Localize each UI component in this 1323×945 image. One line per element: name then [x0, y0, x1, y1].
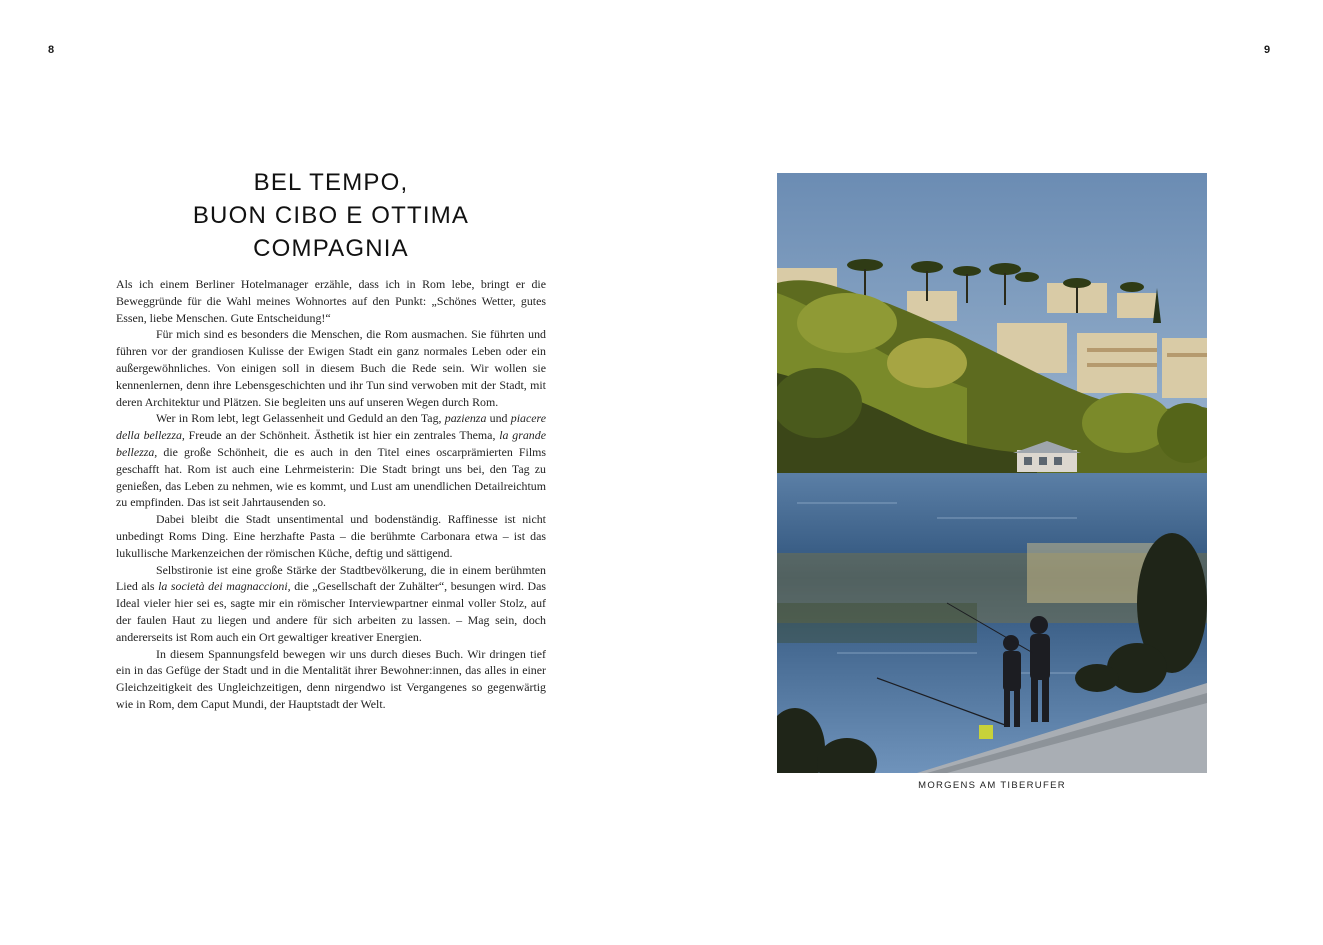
paragraph-5 — [116, 562, 546, 646]
photo-caption: MORGENS AM TIBERUFER — [918, 780, 1066, 791]
paragraph-6: In diesem Spannungsfeld bewegen wir uns durch dieses Buch. Wir dringen tief ein in das Gefüge der Stadt und in die Mentalität ihrer Bewohner:innen, das alles in einer Gleichzeitigkeit des Ungleichzeitigen, denn nirgendwo ist Vergangenes so gegenwärtig wie in Rom, dem Caput Mundi, der Hauptstadt der Welt. — [116, 646, 546, 711]
italic-grande-bellezza: la grande bellezza, — [116, 428, 546, 459]
chapter-title-line-3: COMPAGNIA — [253, 235, 409, 262]
tiber-riverbank-illustration — [777, 173, 1207, 773]
paragraph-2: Für mich sind es besonders die Menschen, die Rom ausmachen. Sie führten und führen vor der grandiosen Kulisse der Ewigen Stadt ein ganz normales Leben oder ein außergewöhnliches. Von einigen soll in diesem Buch die Rede sein. Wir wollen sie kennenlernen, denn ihre Lebensgeschichten und ihr Tun sind verwoben mit der Stadt, mit deren Architektur und Plätzen. Sie begleiten uns auf unseren Wegen durch Rom. — [116, 327, 546, 409]
paragraph-3-text-b: und — [489, 411, 508, 426]
chapter-title — [116, 166, 546, 265]
paragraph-3 — [116, 410, 546, 511]
paragraph-3-text-d: die große Schönheit, die es auch in den Titel eines oscarprämierten Films geschafft hat. Rom ist auch eine Lehrmeisterin: Die Stadt bringt uns bei, den Tag zu genießen, das Leben zu nehmen, wie es kommt, und Lust am unendlichen Detailreichtum zu empfinden. Das ist seit Jahrtausenden so. — [116, 444, 546, 510]
paragraph-1: Als ich einem Berliner Hotelmanager erzähle, dass ich in Rom lebe, bringt er die Beweggründe für die Wahl meines Wohnortes auf den Punkt: „Schönes Wetter, gutes Essen, liebe Menschen. Gute Entscheidung!“ — [116, 277, 546, 325]
paragraph-3-text-c: Freude an der Schönheit. Ästhetik ist hier ein zentrales Thema, — [188, 428, 496, 443]
page-number-right: 9 — [1264, 44, 1271, 56]
italic-piacere: piacere della bellezza, — [116, 411, 546, 443]
paragraph-5-text-b: die „Gesellschaft der Zuhälter“, besungen wird. Das Ideal vieler hier sei es, sagte mir ein römischer Interviewpartner einmal voller Stolz, auf der faulen Haut zu liegen und andere für sich arbeiten zu lassen. – Mag sein, doch andererseits ist Rom auch ein Ort gewaltiger kreativer Energien. — [116, 579, 546, 644]
chapter-title-line-1: BEL TEMPO, — [253, 169, 409, 196]
italic-magnaccioni: la società dei magnaccioni, — [158, 579, 291, 594]
tiber-photo — [777, 173, 1207, 773]
paragraph-5-text-a: Selbstironie ist eine große Stärke der Stadtbevölkerung, die in einem berühmten Lied als — [116, 562, 546, 594]
body-text — [116, 276, 546, 713]
paragraph-3-text-a: Wer in Rom lebt, legt Gelassenheit und Geduld an den Tag, — [156, 411, 442, 426]
page-number-left: 8 — [48, 44, 55, 56]
chapter-title-line-2: BUON CIBO E OTTIMA — [192, 202, 470, 229]
italic-pazienza: pazienza — [444, 411, 487, 426]
paragraph-4: Dabei bleibt die Stadt unsentimental und bodenständig. Raffinesse ist nicht unbedingt Roms Ding. Eine herzhafte Pasta – die berühmte Carbonara etwa – ist das lukullische Markenzeichen der römischen Küche, deftig und sättigend. — [116, 512, 546, 560]
